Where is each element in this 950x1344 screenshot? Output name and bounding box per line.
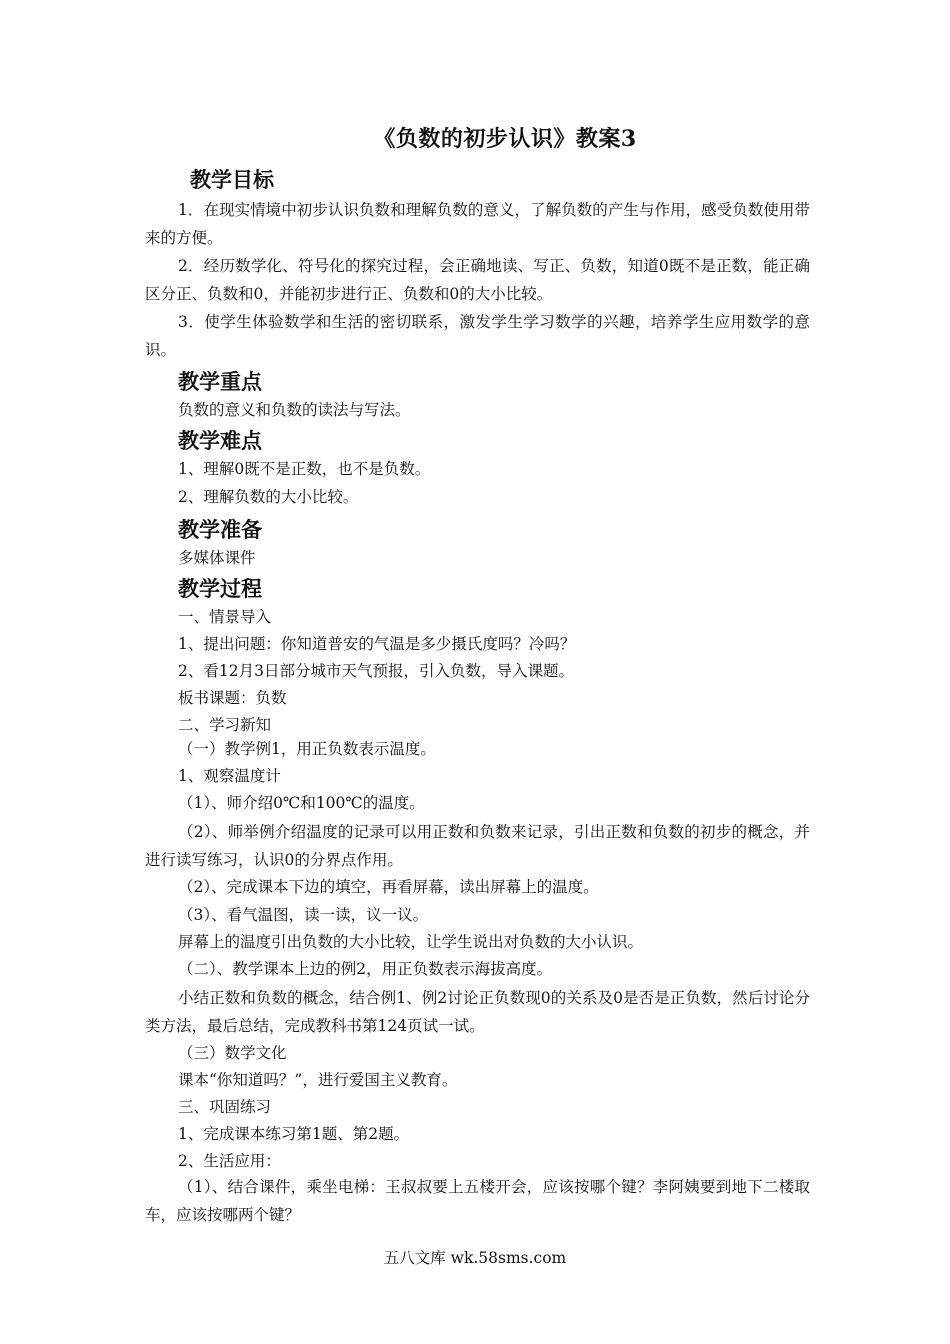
process-line: （1）、师介绍0℃和100℃的温度。 [178,794,425,812]
process-line: 二、学习新知 [178,716,272,734]
process-line: （三）数学文化 [178,1044,287,1062]
process-line: 一、情景导入 [178,608,272,626]
heading-key-points: 教学重点 [178,369,262,394]
process-line: 小结正数和负数的概念，结合例1、例2讨论正负数现0的关系及0是否是正负数，然后讨论分类方法，最后总结，完成教科书第124页试一试。 [145,989,810,1035]
process-line: 课本“你知道吗？”，进行爱国主义教育。 [178,1071,458,1089]
difficulty-item-1: 1、理解0既不是正数，也不是负数。 [178,460,431,478]
process-line: （2）、完成课本下边的填空，再看屏幕，读出屏幕上的温度。 [178,878,599,896]
process-line: （3）、看气温图，读一读，议一议。 [178,906,429,924]
goal-item-1: 1．在现实情境中初步认识负数和理解负数的意义，了解负数的产生与作用，感受负数使用带来的方便。 [145,201,810,247]
heading-preparation: 教学准备 [178,517,262,542]
heading-difficulties: 教学难点 [178,428,262,453]
process-line: 1、完成课本练习第1题、第2题。 [178,1125,410,1143]
document-title: 《负数的初步认识》教案3 [373,126,637,152]
process-line: 2、生活应用： [178,1152,281,1170]
process-line: （二）、教学课本上边的例2，用正负数表示海拔高度。 [178,960,553,978]
heading-process: 教学过程 [178,576,262,601]
process-line: 三、巩固练习 [178,1098,272,1116]
goal-item-2: 2．经历数学化、符号化的探究过程，会正确地读、写正、负数，知道0既不是正数，能正确区分正、负数和0，并能初步进行正、负数和0的大小比较。 [145,257,810,303]
difficulty-item-2: 2、理解负数的大小比较。 [178,488,359,506]
key-points-text: 负数的意义和负数的读法与写法。 [178,401,411,419]
process-line: （一）教学例1，用正负数表示温度。 [178,740,436,758]
process-line: （1）、结合课件，乘坐电梯：王叔叔要上五楼开会，应该按哪个键？李阿姨要到地下二楼取车，应该按哪两个键？ [145,1178,810,1224]
process-line: 2、看12月3日部分城市天气预报，引入负数，导入课题。 [178,662,574,680]
preparation-text: 多媒体课件 [178,549,256,567]
process-line: 1、观察温度计 [178,767,281,785]
heading-goals: 教学目标 [190,167,274,192]
process-line: 1、提出问题：你知道普安的气温是多少摄氏度吗？冷吗？ [178,635,576,653]
process-line: 板书课题：负数 [178,689,287,707]
goal-item-3: 3．使学生体验数学和生活的密切联系，激发学生学习数学的兴趣，培养学生应用数学的意识。 [145,313,810,359]
page-footer: 五八文库 wk.58sms.com [383,1249,567,1267]
process-line: 屏幕上的温度引出负数的大小比较，让学生说出对负数的大小认识。 [178,933,644,951]
process-line: （2）、师举例介绍温度的记录可以用正数和负数来记录，引出正数和负数的初步的概念，并进行读写练习，认识0的分界点作用。 [145,823,810,869]
